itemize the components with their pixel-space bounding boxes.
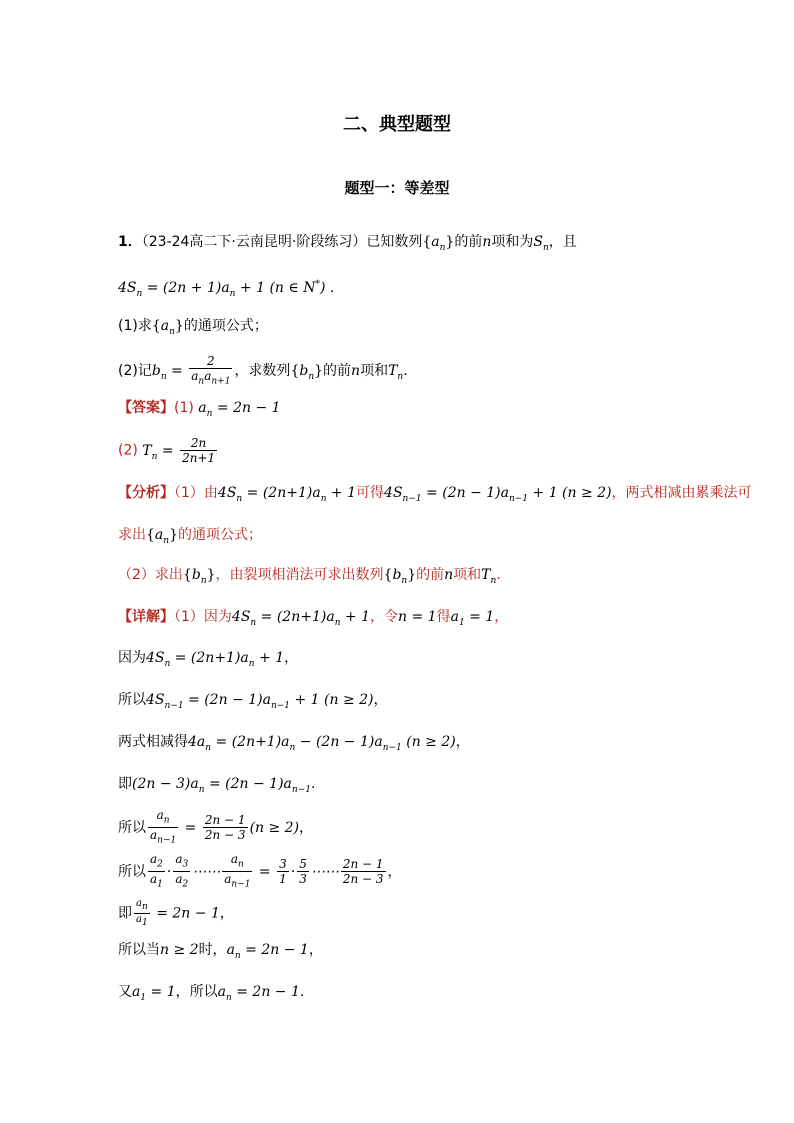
q-text: ，且 (548, 234, 577, 250)
fraction-bn: $\frac{2}{a_na_{n+1}}$ (191, 354, 231, 387)
type-title: 题型一：等差型 (344, 179, 450, 197)
q-text: 已知数列 (366, 234, 423, 250)
question-source: （23-24高二下·云南昆明·阶段练习） (141, 234, 367, 250)
answer-label: 【答案】 (118, 400, 174, 416)
detail-line-4: 两式相减得$4a_n = (2n+1)a_n - (2n - 1)a_{n-1}$ (n ≥ 2)， (118, 734, 470, 753)
analysis-line-2: 求出$\{a_n\}$的通项公式； (118, 527, 262, 546)
analysis-line-1: 【分析】（1）由$4S_n = (2n+1)a_n + 1$可得$4S_{n-1} = (2n - 1)a_{n-1} + 1$ (n ≥ 2)，两式相减由累乘法可 (118, 485, 752, 504)
question-line-1 (118, 232, 577, 258)
question-part-2: (2)记$b_n$ = $\frac{2}{a_na_{n+1}}$ ，求数列$\{b_n\}$的前n项和$T_n$. (118, 354, 408, 387)
analysis-line-3: （2）求出$\{b_n\}$，由裂项相消法可求出数列$\{b_n\}$的前n项和$T_n$. (118, 567, 501, 586)
q-text: 的前 (454, 234, 483, 250)
math-n: n (482, 234, 492, 250)
detail-line-7: 所以 $\frac{a_2}{a_1}$ · $\frac{a_3}{a_2}$ ⋯⋯ $\frac{a_n}{a_{n-1}}$ = $\frac{3}{1}$ · $\frac{5}{3}$ ⋯⋯ $\frac{2n - 1}{2n - 3}$ ， (118, 852, 402, 890)
detail-line-6: 所以 $\frac{a_n}{a_{n-1}}$ = $\frac{2n - 1}{2n - 3}$ (n ≥ 2)， (118, 808, 314, 846)
section-title-wrap (0, 110, 794, 136)
detail-line-1: 【详解】（1）因为$4S_n = (2n+1)a_n + 1$，令n = 1得$a_1 = 1$， (118, 609, 509, 628)
detail-line-9: 所以当n ≥ 2时，$a_n = 2n - 1$， (118, 942, 323, 961)
detail-line-10: 又$a_1 = 1$，所以$a_n = 2n - 1$. (118, 984, 305, 1003)
math-seq: $\{a_n\}$ (422, 234, 455, 253)
analysis-label: 【分析】 (118, 485, 174, 501)
detail-line-3: 所以$4S_{n-1} = (2n - 1)a_{n-1} + 1$ (n ≥ 2)， (118, 692, 388, 711)
detail-label: 【详解】 (118, 609, 174, 625)
detail-line-5: 即$(2n - 3)a_n = (2n - 1)a_{n-1}$. (118, 776, 316, 795)
question-equation: $4S_n = (2n + 1)a_n + 1$ (n ∈ N*) . (118, 279, 335, 299)
detail-line-2: 因为$4S_n = (2n+1)a_n + 1$， (118, 650, 299, 669)
math-sn: $S_n$ (533, 234, 549, 253)
section-title: 二、典型题型 (343, 114, 451, 135)
question-part-1: (1)求$\{a_n\}$的通项公式； (118, 318, 268, 337)
answer-line-1: 【答案】(1) $a_n = 2n - 1$ (118, 400, 281, 419)
fraction-tn: $\frac{2n}{2n+1}$ (182, 436, 216, 465)
q-text: 项和为 (491, 234, 534, 250)
answer-line-2: (2) $T_n$ = $\frac{2n}{2n+1}$ (118, 436, 216, 465)
question-number: 1． (118, 234, 142, 250)
detail-line-8: 即 $\frac{a_n}{a_1}$ = 2n − 1， (118, 898, 234, 928)
type-title-wrap (0, 177, 794, 198)
